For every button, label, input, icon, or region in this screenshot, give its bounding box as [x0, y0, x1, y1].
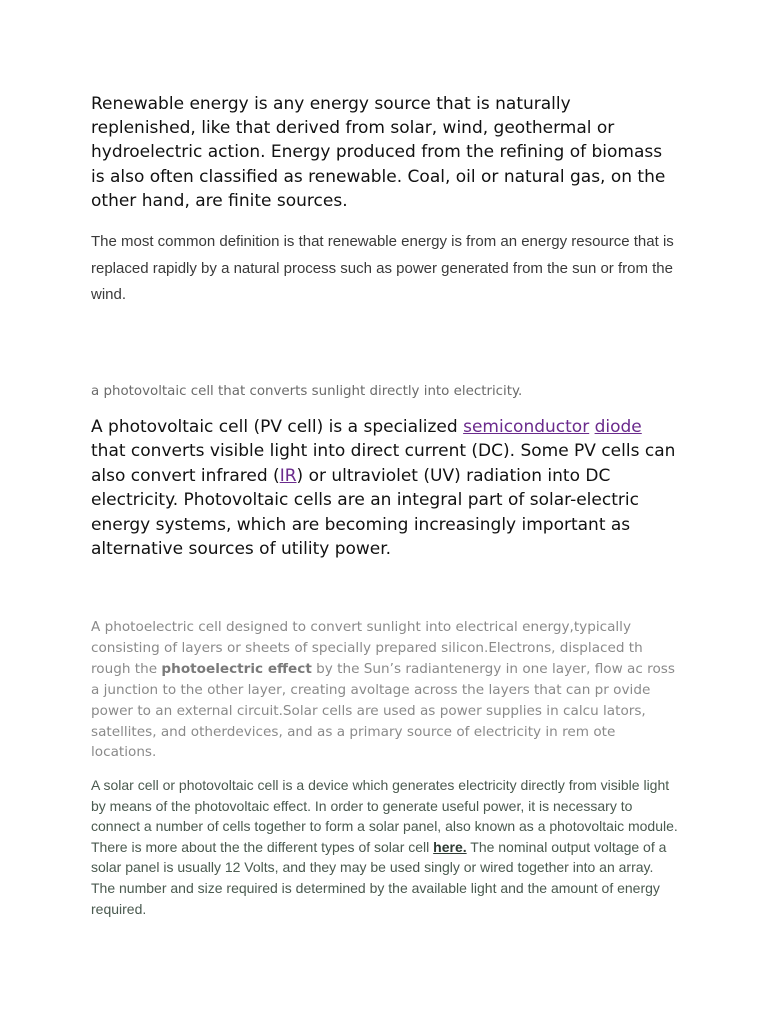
pv-text-1: A photovoltaic cell (PV cell) is a specialized — [91, 417, 464, 437]
pv-text-2: that converts visible light into direct current (DC). Some PV cells can also convert infrared ( — [91, 441, 676, 486]
photoelectric-text-2: by the Sun’s radiantenergy in one layer, flow ac ross a junction to the other layer, creating avoltage across the layers that can pr ovide power to an external circuit.Solar cells are used as power supplies in calcu lators, satellites, and otherdevices, and as a primary source of electricity in rem ote locations. — [91, 660, 675, 761]
diode-link[interactable]: diode — [594, 417, 642, 437]
solar-cell-paragraph — [91, 775, 681, 919]
solar-text-2: The nominal output voltage of a solar panel is usually 12 Volts, and they may be used singly or wired together into an array. The number and size required is determined by the available light and the amount of energy required. — [91, 838, 667, 917]
definition-paragraph: The most common definition is that renewable energy is from an energy resource that is replaced rapidly by a natural process such as power generated from the sun or from the wind. — [91, 233, 674, 303]
image-caption: a photovoltaic cell that converts sunlight directly into electricity. — [91, 384, 523, 399]
ir-link[interactable]: IR — [279, 465, 297, 486]
pv-cell-paragraph — [91, 415, 681, 561]
intro-paragraph: Renewable energy is any energy source that is naturally replenished, like that derived from solar, wind, geothermal or hydroelectric action. Energy produced from the refining of biomass is also often classified as renewable. Coal, oil or natural gas, on the other hand, are finite sources. — [91, 94, 666, 211]
photoelectric-paragraph — [91, 617, 681, 763]
photoelectric-text-1: A photoelectric cell designed to convert sunlight into electrical energy,typically consisting of layers or sheets of specially prepared silicon.Electrons, displaced th rough the — [91, 619, 643, 677]
photoelectric-effect-term: photoelectric effect — [161, 660, 312, 677]
pv-text-3: ) or ultraviolet (UV) radiation into DC electricity. Photovoltaic cells are an integral part of solar-electric energy systems, which are becoming increasingly important as alternative sources of utility power. — [91, 465, 639, 560]
semiconductor-link[interactable]: semiconductor — [463, 417, 590, 437]
solar-text-1: A solar cell or photovoltaic cell is a device which generates electricity directly from visible light by means of the photovoltaic effect. In order to generate useful power, it is necessary to connect a number of cells together to form a solar panel, also known as a photovoltaic module. There is more about the the different types of solar cell — [91, 777, 678, 855]
here-link[interactable]: here. — [433, 838, 467, 855]
